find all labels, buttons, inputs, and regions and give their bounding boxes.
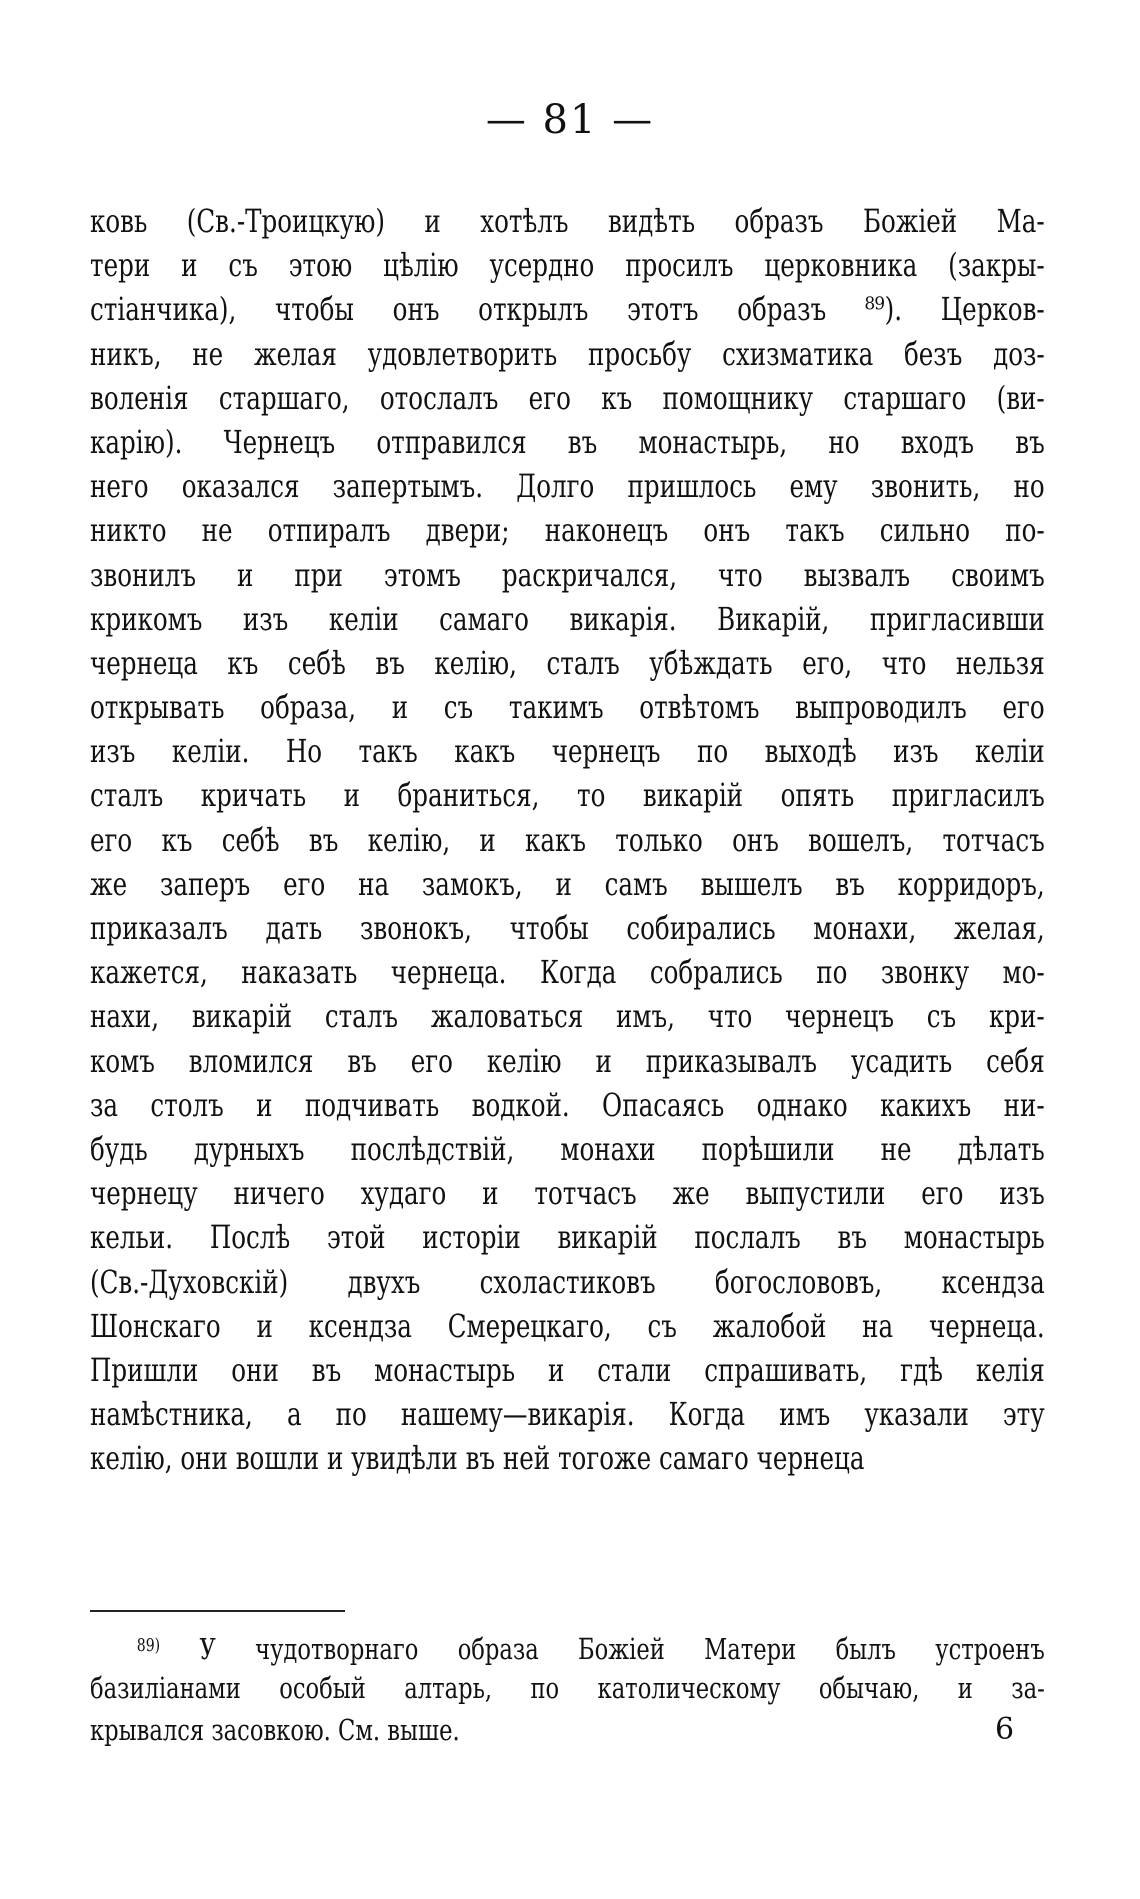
text-line: кажется, наказать чернеца. Когда собрались по звонку мо- (90, 955, 1045, 992)
text-line: чернецу ничего худаго и тотчасъ же выпустили его изъ (90, 1176, 1045, 1213)
text-line: же заперъ его на замокъ, и самъ вышелъ въ корридоръ, (90, 866, 1045, 903)
footnote-line: базиліанами особый алтарь, по католическому обычаю, и за- (90, 1671, 1045, 1705)
footnote-line: $^{89)}$ У чудотворнаго образа Божіей Матери былъ устроенъ (136, 1632, 1045, 1666)
page-number-header: — 81 — (485, 97, 655, 143)
text-line: намѣстника, а по нашему—викарія. Когда имъ указали эту (90, 1397, 1045, 1434)
text-line: крикомъ изъ келіи самаго викарія. Викарій, пригласивши (90, 601, 1045, 638)
footnote-line: крывался засовкою. См. выше. (90, 1713, 460, 1747)
text-line: чернеца къ себѣ въ келію, сталъ убѣждать его, что нельзя (90, 645, 1045, 682)
text-line: тери и съ этою цѣлію усердно просилъ церковника (закры- (90, 248, 1045, 285)
signature-mark: 6 (995, 1712, 1015, 1747)
text-line: звонилъ и при этомъ раскричался, что вызвалъ своимъ (90, 557, 1045, 594)
text-line: его къ себѣ въ келію, и какъ только онъ вошелъ, тотчасъ (90, 822, 1045, 859)
text-line: комъ вломился въ его келію и приказывалъ усадить себя (90, 1043, 1045, 1080)
text-line: карію). Чернецъ отправился въ монастырь, но входъ въ (90, 424, 1045, 461)
text-line: воленія старшаго, отослалъ его къ помощнику старшаго (ви- (90, 380, 1045, 417)
text-line: Шонскаго и ксендза Смерецкаго, съ жалобой на чернеца. (90, 1308, 1045, 1345)
text-line: приказалъ дать звонокъ, чтобы собирались монахи, желая, (90, 911, 1045, 947)
text-line: Пришли они въ монастырь и стали спрашивать, гдѣ келія (90, 1352, 1045, 1389)
text-line: ковь (Св.-Троицкую) и хотѣлъ видѣть образъ Божіей Ма- (90, 204, 1045, 240)
main-text (90, 200, 1045, 1481)
text-line: будь дурныхъ послѣдствій, монахи порѣшили не дѣлать (90, 1131, 1045, 1168)
text-line: нахи, викарій сталъ жаловаться имъ, что чернецъ съ кри- (90, 999, 1045, 1036)
text-line: за столъ и подчивать водкой. Опасаясь однако какихъ ни- (90, 1087, 1045, 1124)
text-line: сталъ кричать и браниться, то викарій опять пригласилъ (90, 778, 1045, 815)
footnote-marker: 89) (136, 1635, 161, 1656)
text-line: кельи. Послѣ этой исторіи викарій послалъ въ монастырь (90, 1220, 1045, 1257)
text-line: изъ келіи. Но такъ какъ чернецъ по выходѣ изъ келіи (90, 734, 1045, 771)
text-line: стіанчика), чтобы онъ открылъ этотъ образъ ⁸⁹). Церков- (90, 292, 1045, 329)
footnote-separator (90, 1610, 345, 1612)
text-line: (Св.-Духовскій) двухъ схоластиковъ богослововъ, ксендза (90, 1264, 1045, 1301)
text-line: него оказался запертымъ. Долго пришлось ему звонить, но (90, 469, 1045, 506)
text-line: никто не отпиралъ двери; наконецъ онъ такъ сильно по- (90, 513, 1045, 550)
text-line: открывать образа, и съ такимъ отвѣтомъ выпроводилъ его (90, 690, 1045, 727)
footnote (90, 1625, 1045, 1751)
text-line: никъ, не желая удовлетворить просьбу схизматика безъ доз- (90, 336, 1045, 373)
text-line: келію, они вошли и увидѣли въ ней тогоже самаго чернеца (90, 1441, 865, 1478)
